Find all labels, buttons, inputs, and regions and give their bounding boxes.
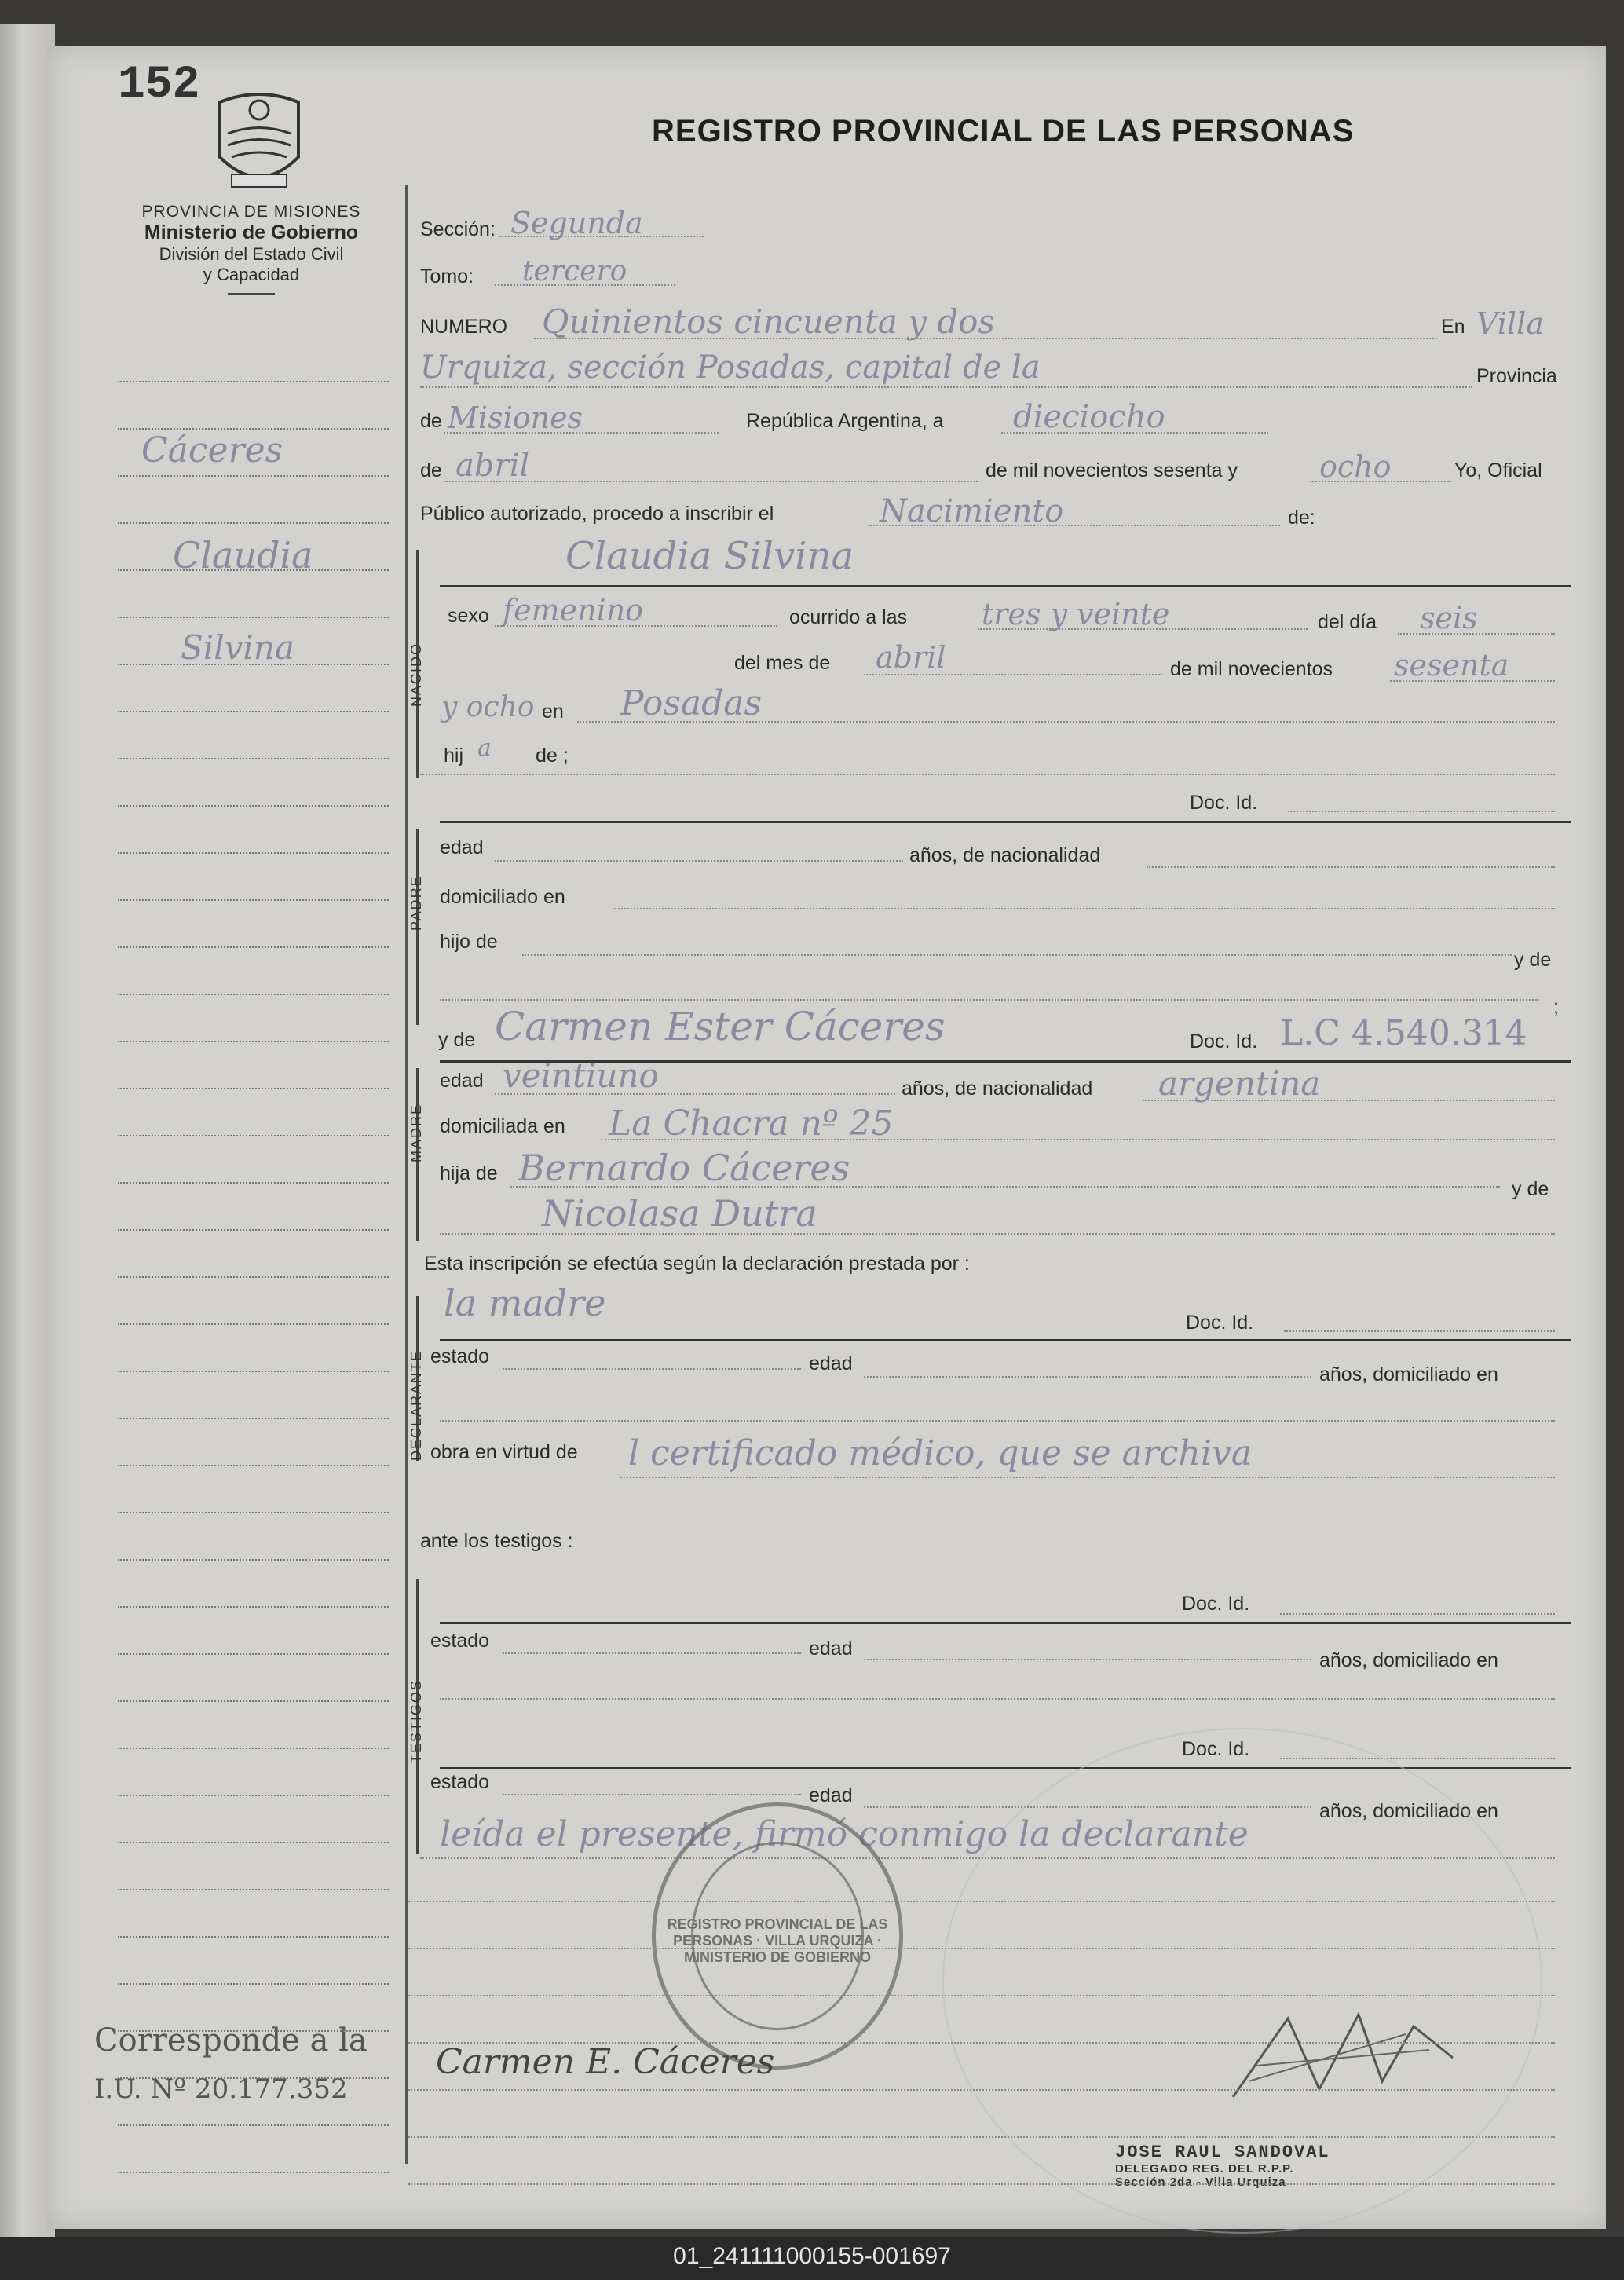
label-sexo: sexo (448, 605, 489, 627)
margin-rule (118, 852, 389, 854)
margin-rule (118, 711, 389, 712)
margin-rule (118, 381, 389, 382)
margin-rule (118, 2172, 389, 2173)
margin-rule (118, 1983, 389, 1985)
margin-rule (118, 2124, 389, 2126)
org-division: División del Estado Civil (159, 244, 344, 264)
margin-rule (118, 1465, 389, 1466)
org-rule (228, 293, 275, 295)
label-en2: en (542, 701, 564, 723)
label-provincia: Provincia (1476, 365, 1557, 387)
label-de-semicolon: de ; (536, 745, 569, 767)
label-obra: obra en virtud de (430, 1441, 578, 1463)
value-ano: ocho (1319, 449, 1392, 484)
label-hij: hij (444, 745, 464, 767)
margin-rule (118, 1418, 389, 1419)
margin-rule (118, 994, 389, 995)
value-fecha-dia: dieciocho (1013, 399, 1165, 435)
field-testigo1-edad (864, 1659, 1311, 1660)
margin-rule (118, 1889, 389, 1890)
margin-rule (118, 1936, 389, 1938)
margin-rule (118, 805, 389, 807)
form-rule (408, 1948, 1555, 1949)
margin-rule (118, 1700, 389, 1702)
org-capacity: y Capacidad (203, 265, 300, 284)
value-abuela: Nicolasa Dutra (542, 1192, 817, 1235)
margin-rule (118, 2077, 389, 2079)
margin-rule (118, 758, 389, 759)
field-testigo2-estado (503, 1794, 801, 1795)
label-declarante-edad: edad (809, 1352, 853, 1374)
page-number: 152 (118, 60, 200, 111)
value-sexo: femenino (503, 593, 644, 628)
form-rule (408, 2089, 1555, 2091)
label-madre-dom: domiciliada en (440, 1115, 565, 1137)
label-mil-nov: de mil novecientos (1170, 658, 1333, 680)
label-mil-sesenta: de mil novecientos sesenta y (986, 459, 1238, 481)
value-declarante: la madre (444, 1282, 606, 1324)
value-lugar: Posadas (620, 683, 763, 723)
label-y-de-madre: y de (438, 1029, 476, 1051)
official-role: DELEGADO REG. DEL R.P.P. (1115, 2162, 1294, 2176)
label-padre-y-de: y de (1514, 949, 1552, 971)
label-yo-oficial: Yo, Oficial (1454, 459, 1542, 481)
value-madre-dom: La Chacra nº 25 (609, 1103, 894, 1144)
value-abuelo: Bernardo Cáceres (518, 1147, 850, 1189)
field-declarante-doc (1284, 1330, 1555, 1332)
value-en: Villa (1476, 306, 1544, 341)
margin-rule (118, 475, 389, 477)
field-padre-dom (613, 908, 1555, 909)
label-madre-hija: hija de (440, 1162, 498, 1184)
label-madre-nac: años, de nacionalidad (902, 1078, 1093, 1100)
margin-rule (118, 1182, 389, 1184)
label-padre-dom: domiciliado en (440, 886, 565, 908)
field-padre-hijo (522, 954, 1512, 956)
label-en: En (1441, 316, 1465, 338)
nacido-name-rule (440, 585, 1571, 587)
value-ano-nac: sesenta (1394, 648, 1509, 683)
margin-rule (118, 946, 389, 948)
margin-rule (118, 617, 389, 618)
label-testigo2-dom: años, domiciliado en (1319, 1800, 1498, 1822)
label-de-colon: de: (1288, 507, 1315, 529)
value-madre-nac: argentina (1158, 1064, 1321, 1103)
label-testigo1-doc: Doc. Id. (1182, 1593, 1250, 1615)
field-testigo1-estado (503, 1652, 801, 1654)
provincial-seal-icon (212, 86, 306, 196)
field-declarante-dom (440, 1420, 1555, 1422)
padre-name-rule (440, 821, 1571, 823)
value-firma: Carmen E. Cáceres (436, 2042, 775, 2082)
label-ocurrido: ocurrido a las (789, 606, 908, 628)
field-testigo1-dom (440, 1698, 1555, 1700)
declarante-rule (440, 1339, 1571, 1341)
margin-rule (118, 1371, 389, 1372)
label-testigo1-dom: años, domiciliado en (1319, 1649, 1498, 1671)
field-declarante-estado (503, 1368, 801, 1370)
official-signature (1225, 2003, 1461, 2113)
official-name: JOSE RAUL SANDOVAL (1115, 2143, 1330, 2162)
label-madre-edad: edad (440, 1070, 484, 1092)
value-acta: Nacimiento (880, 493, 1064, 529)
label-madre-y-de: y de (1512, 1178, 1549, 1200)
label-de: de (420, 410, 442, 432)
label-inscripcion: Esta inscripción se efectúa según la declaración prestada por : (424, 1253, 970, 1275)
field-padre-doc (1288, 811, 1555, 812)
label-de2: de (420, 459, 442, 481)
label-publico: Público autorizado, procedo a inscribir el (420, 503, 774, 525)
label-padre-doc: Doc. Id. (1190, 792, 1258, 814)
value-mes: abril (876, 640, 946, 675)
field-place (420, 386, 1472, 388)
official-place: Sección 2da - Villa Urquiza (1115, 2176, 1286, 2189)
label-testigo2-doc: Doc. Id. (1182, 1738, 1250, 1760)
value-madre-edad: veintiuno (503, 1056, 659, 1095)
margin-divider (405, 185, 408, 2164)
label-declarante-dom: años, domiciliado en (1319, 1363, 1498, 1385)
value-numero: Quinientos cincuenta y dos (542, 302, 995, 341)
field-declarante-edad (864, 1376, 1311, 1378)
label-madre-doc: Doc. Id. (1190, 1030, 1258, 1052)
margin-rule (118, 1606, 389, 1608)
section-label-madre: MADRE (408, 1103, 424, 1162)
field-testigo1-doc (1280, 1613, 1555, 1615)
value-obra: l certificado médico, que se archiva (628, 1433, 1253, 1473)
margin-rule (118, 1088, 389, 1089)
organization-block (110, 203, 393, 295)
value-madre-doc: L.C 4.540.314 (1280, 1013, 1527, 1053)
label-testigo1-estado: estado (430, 1630, 490, 1652)
value-dia: seis (1420, 601, 1478, 635)
margin-rule (118, 664, 389, 665)
testigo1-rule (440, 1622, 1571, 1624)
form-rule (408, 2136, 1555, 2138)
label-testigo2-estado: estado (430, 1771, 490, 1793)
label-seccion: Sección: (420, 218, 496, 240)
label-tomo: Tomo: (420, 265, 474, 287)
org-province: PROVINCIA DE MISIONES (141, 203, 361, 221)
label-numero: NUMERO (420, 316, 508, 338)
margin-note-line2: I.U. Nº 20.177.352 (94, 2073, 348, 2105)
margin-rule (118, 522, 389, 524)
margin-rule (118, 1795, 389, 1796)
label-padre-hijo: hijo de (440, 931, 498, 953)
value-tomo: tercero (522, 255, 627, 287)
value-lectura: leída el presente, firmó conmigo la declarante (440, 1814, 1249, 1854)
margin-rule (118, 1748, 389, 1749)
form-rule (408, 2183, 1555, 2185)
value-ano-nac2: y ocho (441, 691, 535, 723)
registry-stamp (652, 1802, 903, 2070)
section-label-testigos: TESTIGOS (408, 1678, 424, 1763)
margin-rule (118, 1323, 389, 1325)
margin-rule (118, 569, 389, 571)
image-identifier: 01_241111000155-001697 (673, 2243, 951, 2269)
label-testigo1-edad: edad (809, 1638, 853, 1660)
value-place: Urquiza, sección Posadas, capital de la (420, 350, 1041, 386)
margin-note-line1: Corresponde a la (94, 2022, 368, 2059)
value-madre-nombre: Carmen Ester Cáceres (495, 1004, 946, 1049)
section-label-padre: PADRE (408, 875, 424, 931)
label-ante: ante los testigos : (420, 1530, 573, 1552)
section-label-declarante: DECLARANTE (408, 1349, 424, 1461)
official-name-stamp (1115, 2143, 1330, 2189)
section-label-nacido: NACIDO (408, 642, 424, 707)
value-provincia: Misiones (448, 401, 583, 435)
stamp-text: REGISTRO PROVINCIAL DE LAS PERSONAS · VILLA URQUIZA · MINISTERIO DE GOBIERNO (667, 1916, 888, 1965)
form-rule (408, 1901, 1555, 1902)
value-seccion: Segunda (510, 206, 643, 240)
value-hora: tres y veinte (982, 597, 1170, 631)
margin-rule (118, 1559, 389, 1561)
label-testigo2-edad: edad (809, 1784, 853, 1806)
margin-rule (118, 428, 389, 430)
margin-rule (118, 1842, 389, 1843)
label-semicolon: ; (1553, 996, 1559, 1018)
label-padre-edad: edad (440, 836, 484, 858)
label-declarante-doc: Doc. Id. (1186, 1312, 1254, 1334)
margin-rule (118, 1512, 389, 1513)
form-rule (408, 2042, 1555, 2044)
form-rule (408, 1995, 1555, 1996)
margin-name1: Claudia (173, 534, 313, 576)
label-del-mes: del mes de (734, 652, 831, 674)
margin-rule (118, 2030, 389, 2032)
org-ministry: Ministerio de Gobierno (144, 221, 359, 243)
label-del-dia: del día (1318, 611, 1377, 633)
margin-rule (118, 1276, 389, 1278)
margin-rule (118, 899, 389, 901)
value-nombre: Claudia Silvina (565, 534, 854, 578)
value-hij: a (477, 734, 492, 762)
label-declarante-estado: estado (430, 1345, 490, 1367)
margin-name2: Silvina (181, 628, 294, 667)
margin-rule (118, 1229, 389, 1231)
value-fecha-mes: abril (455, 448, 530, 484)
field-padre-abuela (440, 999, 1539, 1001)
margin-rule (118, 1041, 389, 1042)
margin-rule (118, 1135, 389, 1136)
label-padre-nac: años, de nacionalidad (909, 844, 1101, 866)
label-republica: República Argentina, a (746, 410, 944, 432)
field-padre-edad (495, 860, 903, 862)
field-obra (620, 1477, 1555, 1478)
margin-rule (118, 1653, 389, 1655)
field-padre-nac (1147, 866, 1555, 868)
document-title: REGISTRO PROVINCIAL DE LAS PERSONAS (652, 114, 1355, 148)
field-hij-line (420, 774, 1555, 775)
margin-surname: Cáceres (141, 430, 283, 470)
